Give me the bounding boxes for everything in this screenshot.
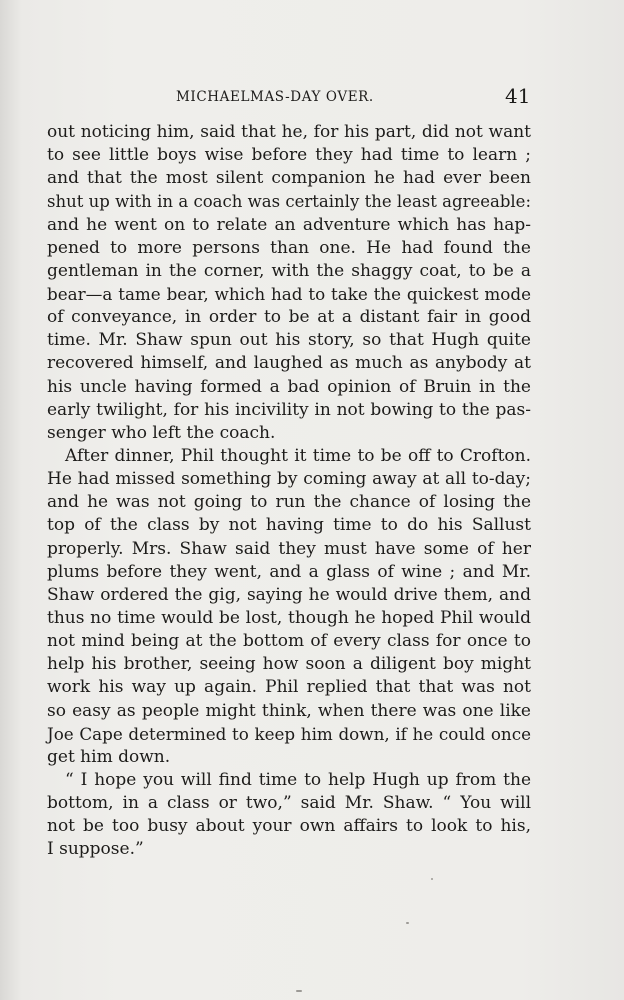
text-line: get him down. — [47, 746, 171, 767]
text-line: shut up with in a coach was certainly the least agreeable: — [47, 192, 531, 212]
text-line: and he went on to relate an adventure which has hap- — [47, 214, 531, 235]
text-line: thus no time would be lost, though he hoped Phil would — [47, 607, 531, 628]
text-line: bear—a tame bear, which had to take the quickest mode — [47, 283, 531, 304]
text-line: “ I hope you will find time to help Hugh up from the — [65, 769, 531, 790]
text-line: not mind being at the bottom of every class for once to — [47, 631, 531, 652]
running-head — [0, 86, 624, 110]
text-line: plums before they went, and a glass of wine ; and Mr. — [47, 561, 531, 582]
text-line: properly. Mrs. Shaw said they must have some of her — [47, 538, 531, 559]
text-line: gentleman in the corner, with the shaggy coat, to be a — [47, 260, 531, 281]
text-line: work his way up again. Phil replied that that was not — [47, 677, 531, 698]
text-line: recovered himself, and laughed as much as anybody at — [47, 353, 531, 374]
text-line: and he was not going to run the chance of losing the — [47, 492, 531, 513]
text-line: so easy as people might think, when there was one like — [47, 700, 531, 721]
text-line: Shaw ordered the gig, saying he would drive them, and — [47, 584, 531, 605]
running-head-title: MICHAELMAS-DAY OVER. — [176, 89, 374, 105]
text-line: early twilight, for his incivility in not bowing to the pas- — [47, 399, 531, 420]
text-line: Joe Cape determined to keep him down, if he could once — [47, 723, 531, 744]
page-number: 41 — [505, 84, 531, 108]
text-line: time. Mr. Shaw spun out his story, so that Hugh quite — [47, 330, 531, 351]
text-line: He had missed something by coming away at all to-day; — [47, 469, 531, 490]
ink-speck — [296, 990, 302, 992]
text-line: help his brother, seeing how soon a diligent boy might — [47, 654, 531, 675]
text-line: After dinner, Phil thought it time to be off to Crofton. — [65, 445, 531, 466]
text-line: pened to more persons than one. He had found the — [47, 237, 531, 258]
text-line: and that the most silent companion he had ever been — [47, 168, 531, 189]
text-line: bottom, in a class or two,” said Mr. Shaw. “ You will — [47, 793, 531, 814]
text-line: out noticing him, said that he, for his part, did not want — [47, 122, 531, 142]
text-line: top of the class by not having time to do his Sallust — [47, 515, 531, 536]
text-line: I suppose.” — [47, 839, 144, 860]
body-text — [47, 121, 531, 862]
ink-speck — [431, 878, 433, 880]
text-line: not be too busy about your own affairs to look to his, — [47, 816, 531, 837]
text-line: senger who left the coach. — [47, 422, 276, 443]
text-line: to see little boys wise before they had time to learn ; — [47, 145, 531, 166]
text-line: of conveyance, in order to be at a distant fair in good — [47, 307, 531, 328]
ink-speck — [406, 922, 409, 924]
text-line: his uncle having formed a bad opinion of Bruin in the — [47, 376, 531, 397]
